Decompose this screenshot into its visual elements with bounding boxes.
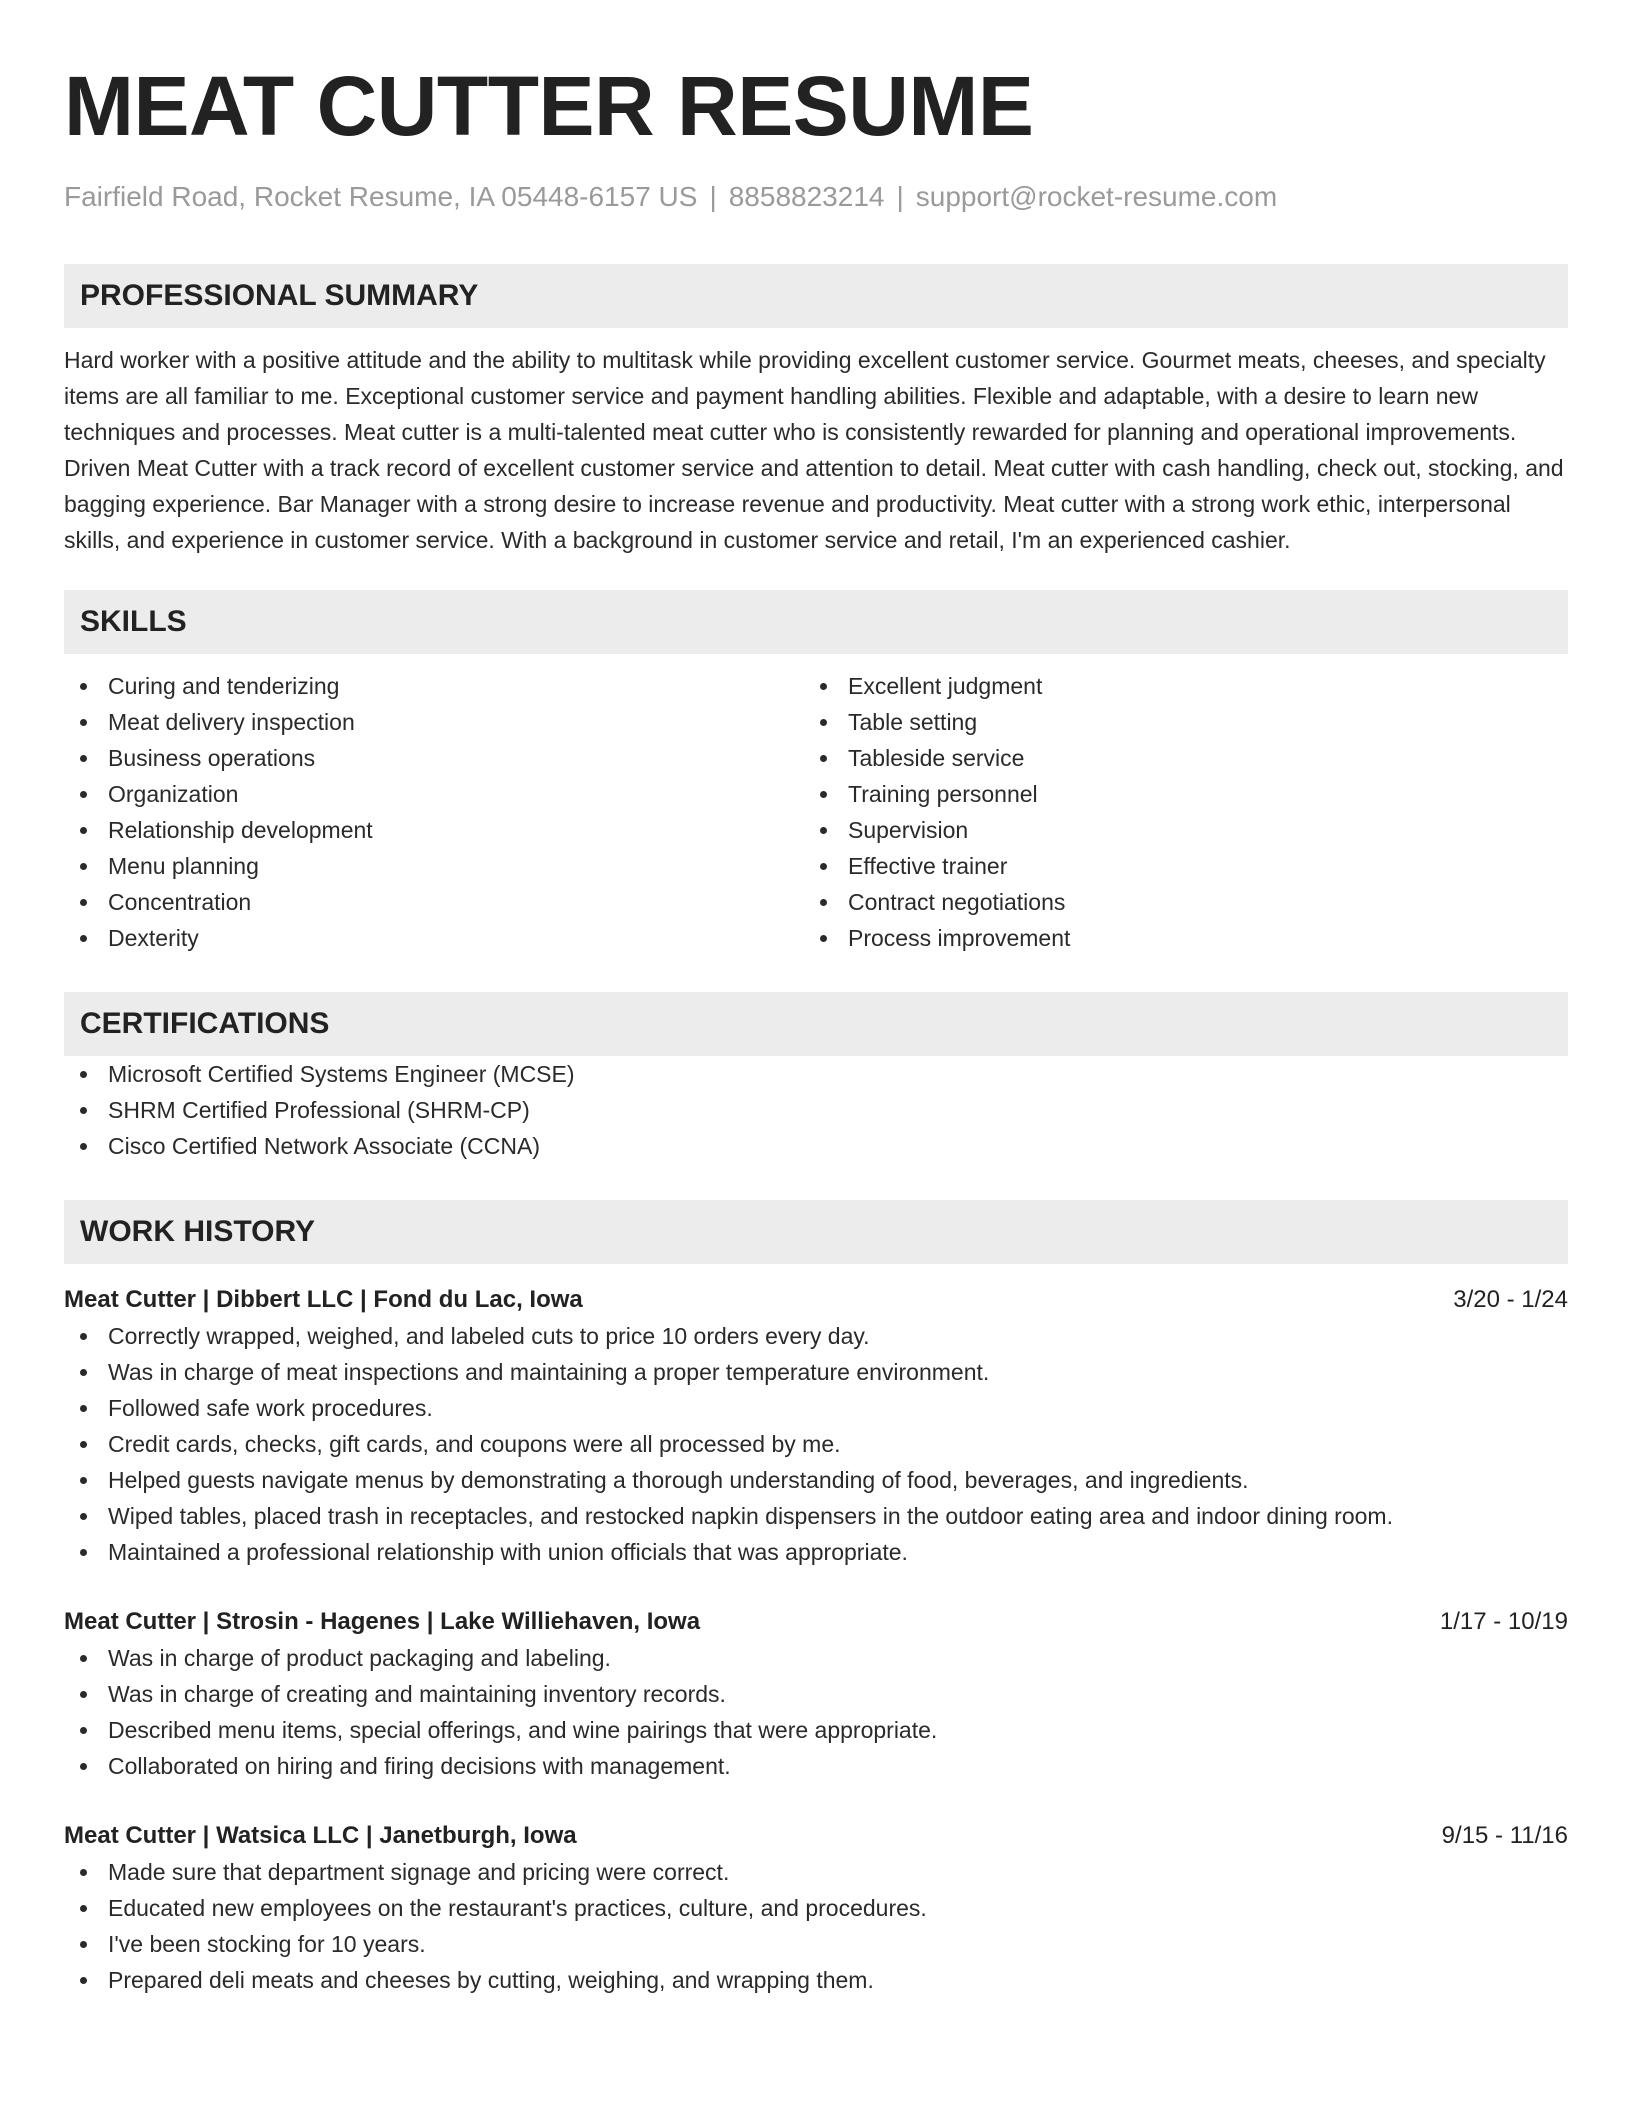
skills-column-left bbox=[64, 668, 804, 956]
contact-address: Fairfield Road, Rocket Resume, IA 05448-6157 US bbox=[64, 181, 698, 212]
skills-columns bbox=[64, 668, 1568, 956]
job-header bbox=[64, 1604, 1568, 1640]
contact-line bbox=[64, 180, 1568, 214]
skill-item: Menu planning bbox=[64, 848, 804, 884]
job-duties-list bbox=[64, 1318, 1568, 1570]
skill-item: Excellent judgment bbox=[804, 668, 1544, 704]
skill-item: Contract negotiations bbox=[804, 884, 1544, 920]
job-duty: Maintained a professional relationship with union officials that was appropriate. bbox=[64, 1534, 1568, 1570]
certifications-heading: CERTIFICATIONS bbox=[64, 992, 1568, 1056]
certifications-list bbox=[64, 1056, 1568, 1164]
job-dates: 9/15 - 11/16 bbox=[1441, 1822, 1568, 1849]
job-duty: Educated new employees on the restaurant's practices, culture, and procedures. bbox=[64, 1890, 1568, 1926]
resume-page bbox=[64, 0, 1568, 1998]
job-duty: Followed safe work procedures. bbox=[64, 1390, 1568, 1426]
job-duty: Helped guests navigate menus by demonstrating a thorough understanding of food, beverages, and ingredients. bbox=[64, 1462, 1568, 1498]
job-duty: Collaborated on hiring and firing decisions with management. bbox=[64, 1748, 1568, 1784]
skill-item: Training personnel bbox=[804, 776, 1544, 812]
skills-column-right bbox=[804, 668, 1544, 956]
job-header bbox=[64, 1818, 1568, 1854]
job-duty: Wiped tables, placed trash in receptacles, and restocked napkin dispensers in the outdoor eating area and indoor dining room. bbox=[64, 1498, 1568, 1534]
job-duty: Prepared deli meats and cheeses by cutting, weighing, and wrapping them. bbox=[64, 1962, 1568, 1998]
skill-item: Dexterity bbox=[64, 920, 804, 956]
job-duty: Was in charge of product packaging and labeling. bbox=[64, 1640, 1568, 1676]
summary-heading: PROFESSIONAL SUMMARY bbox=[64, 264, 1568, 328]
skill-item: Tableside service bbox=[804, 740, 1544, 776]
job-duty: Made sure that department signage and pricing were correct. bbox=[64, 1854, 1568, 1890]
job-dates: 1/17 - 10/19 bbox=[1439, 1608, 1568, 1635]
job-header bbox=[64, 1282, 1568, 1318]
skills-list-right bbox=[804, 668, 1544, 956]
skill-item: Concentration bbox=[64, 884, 804, 920]
job-title: Meat Cutter | Dibbert LLC | Fond du Lac, Iowa bbox=[64, 1286, 583, 1313]
job-duty: Correctly wrapped, weighed, and labeled cuts to price 10 orders every day. bbox=[64, 1318, 1568, 1354]
skill-item: Meat delivery inspection bbox=[64, 704, 804, 740]
summary-text: Hard worker with a positive attitude and the ability to multitask while providing excellent customer service. Gourmet meats, cheeses, and specialty items are all familiar to me. Exceptional customer service and payment handling abilities. Flexible and adaptable, with a desire to learn new techniques and processes. Meat cutter is a multi-talented meat cutter who is consistently rewarded for planning and operational improvements. Driven Meat Cutter with a track record of excellent customer service and attention to detail. Meat cutter with cash handling, check out, stocking, and bagging experience. Bar Manager with a strong desire to increase revenue and productivity. Meat cutter with a strong work ethic, interpersonal skills, and experience in customer service. With a background in customer service and retail, I'm an experienced cashier. bbox=[64, 347, 1564, 553]
job-duty: I've been stocking for 10 years. bbox=[64, 1926, 1568, 1962]
contact-separator: | bbox=[896, 181, 904, 212]
skills-heading: SKILLS bbox=[64, 590, 1568, 654]
skill-item: Curing and tenderizing bbox=[64, 668, 804, 704]
skill-item: Supervision bbox=[804, 812, 1544, 848]
job-duties-list bbox=[64, 1854, 1568, 1998]
job-duty: Was in charge of creating and maintaining inventory records. bbox=[64, 1676, 1568, 1712]
job-duty: Credit cards, checks, gift cards, and coupons were all processed by me. bbox=[64, 1426, 1568, 1462]
job-duty: Described menu items, special offerings, and wine pairings that were appropriate. bbox=[64, 1712, 1568, 1748]
skill-item: Process improvement bbox=[804, 920, 1544, 956]
job-dates: 3/20 - 1/24 bbox=[1453, 1286, 1568, 1313]
skill-item: Effective trainer bbox=[804, 848, 1544, 884]
job-duties-list bbox=[64, 1640, 1568, 1784]
resume-title: MEAT CUTTER RESUME bbox=[64, 59, 1034, 153]
skill-item: Business operations bbox=[64, 740, 804, 776]
job-title: Meat Cutter | Strosin - Hagenes | Lake Williehaven, Iowa bbox=[64, 1608, 701, 1635]
skills-list-left bbox=[64, 668, 804, 956]
contact-separator: | bbox=[709, 181, 717, 212]
contact-phone: 8858823214 bbox=[728, 181, 885, 212]
contact-email: support@rocket-resume.com bbox=[915, 181, 1278, 212]
skill-item: Relationship development bbox=[64, 812, 804, 848]
job-entry bbox=[64, 1818, 1568, 1998]
certification-item: Cisco Certified Network Associate (CCNA) bbox=[64, 1128, 1568, 1164]
certification-item: Microsoft Certified Systems Engineer (MCSE) bbox=[64, 1056, 1568, 1092]
job-entry bbox=[64, 1282, 1568, 1570]
skill-item: Organization bbox=[64, 776, 804, 812]
job-title: Meat Cutter | Watsica LLC | Janetburgh, Iowa bbox=[64, 1822, 577, 1849]
job-duty: Was in charge of meat inspections and maintaining a proper temperature environment. bbox=[64, 1354, 1568, 1390]
skill-item: Table setting bbox=[804, 704, 1544, 740]
work-history-heading: WORK HISTORY bbox=[64, 1200, 1568, 1264]
job-entry bbox=[64, 1604, 1568, 1784]
certification-item: SHRM Certified Professional (SHRM-CP) bbox=[64, 1092, 1568, 1128]
